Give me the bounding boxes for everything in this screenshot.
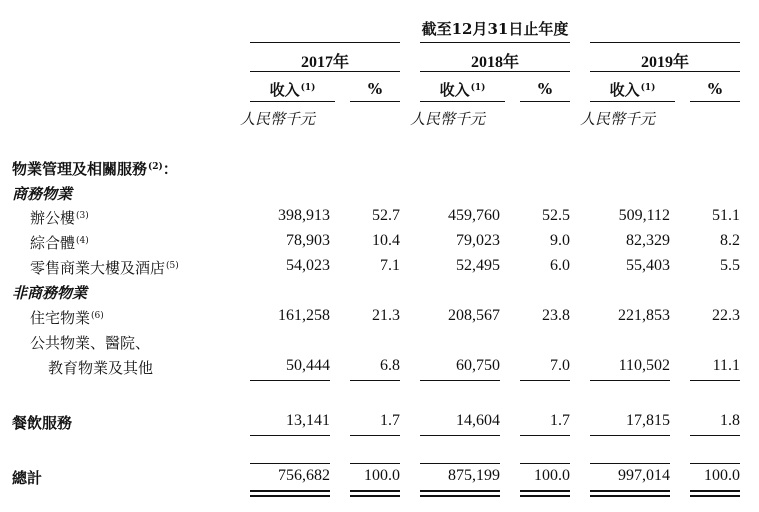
table-cell: 11.1 [712, 357, 740, 374]
table-cell: 208,567 [448, 307, 500, 324]
revenue-header-2018: 收入$^{(1)}$ [439, 81, 486, 99]
table-cell: 110,502 [618, 357, 670, 374]
year-2019-header: 2019年 [640, 54, 689, 71]
table-cell: 756,682 [278, 467, 330, 484]
table-cell: 10.4 [372, 232, 400, 249]
table-cell: 52.7 [372, 207, 400, 224]
table-cell: 14,604 [456, 412, 500, 429]
table-cell: 9.0 [550, 232, 570, 249]
period-header: 截至12月31日止年度 [421, 20, 569, 38]
table-cell: 23.8 [542, 307, 570, 324]
table-cell: 100.0 [364, 467, 400, 484]
group-commercial: 商務物業 [12, 185, 73, 203]
revenue-header-2017: 收入$^{(1)}$ [269, 81, 316, 99]
percent-header-2019: % [707, 80, 723, 98]
table-cell: 1.7 [380, 412, 400, 429]
row-label-public-line1: 公共物業、醫院、 [30, 334, 151, 352]
table-cell: 55,403 [626, 257, 670, 274]
unit-label-2017: 人民幣千元 [240, 110, 316, 128]
table-cell: 997,014 [618, 467, 670, 484]
row-label-total: 總計 [12, 469, 43, 487]
table-cell: 7.1 [380, 257, 400, 274]
row-label-catering: 餐飲服務 [12, 414, 73, 432]
table-cell: 6.8 [380, 357, 400, 374]
row-label-public-line2: 教育物業及其他 [48, 359, 154, 377]
table-cell: 51.1 [712, 207, 740, 224]
table-cell: 100.0 [534, 467, 570, 484]
unit-label-2018: 人民幣千元 [410, 110, 486, 128]
table-cell: 7.0 [550, 357, 570, 374]
group-non-commercial: 非商務物業 [12, 284, 88, 302]
table-cell: 17,815 [626, 412, 670, 429]
table-cell: 5.5 [720, 257, 740, 274]
year-2017-header: 2017年 [300, 54, 349, 71]
revenue-header-2019: 收入$^{(1)}$ [609, 81, 656, 99]
table-cell: 82,329 [626, 232, 670, 249]
unit-label-2019: 人民幣千元 [580, 110, 656, 128]
table-cell: 875,199 [448, 467, 500, 484]
table-cell: 221,853 [618, 307, 670, 324]
row-label-residential: 住宅物業$^{(6)}$ [30, 309, 104, 327]
percent-header-2017: % [367, 80, 383, 98]
table-cell: 79,023 [456, 232, 500, 249]
table-cell: 6.0 [550, 257, 570, 274]
table-cell: 78,903 [286, 232, 330, 249]
table-cell: 509,112 [618, 207, 670, 224]
year-2018-header: 2018年 [470, 54, 519, 71]
table-cell: 459,760 [448, 207, 500, 224]
table-cell: 52,495 [456, 257, 500, 274]
table-cell: 1.7 [550, 412, 570, 429]
table-cell: 8.2 [720, 232, 740, 249]
table-cell: 54,023 [286, 257, 330, 274]
row-label-office: 辦公樓$^{(3)}$ [30, 209, 89, 227]
section-title: 物業管理及相關服務$^{(2)}$： [12, 160, 178, 178]
row-label-retail-hotel: 零售商業大樓及酒店$^{(5)}$ [30, 259, 179, 277]
table-cell: 50,444 [286, 357, 330, 374]
table-cell: 22.3 [712, 307, 740, 324]
table-cell: 1.8 [720, 412, 740, 429]
table-cell: 21.3 [372, 307, 400, 324]
table-cell: 52.5 [542, 207, 570, 224]
table-cell: 161,258 [278, 307, 330, 324]
table-cell: 398,913 [278, 207, 330, 224]
table-cell: 13,141 [286, 412, 330, 429]
table-cell: 60,750 [456, 357, 500, 374]
percent-header-2018: % [537, 80, 553, 98]
table-cell: 100.0 [704, 467, 740, 484]
row-label-complex: 綜合體$^{(4)}$ [30, 234, 89, 252]
